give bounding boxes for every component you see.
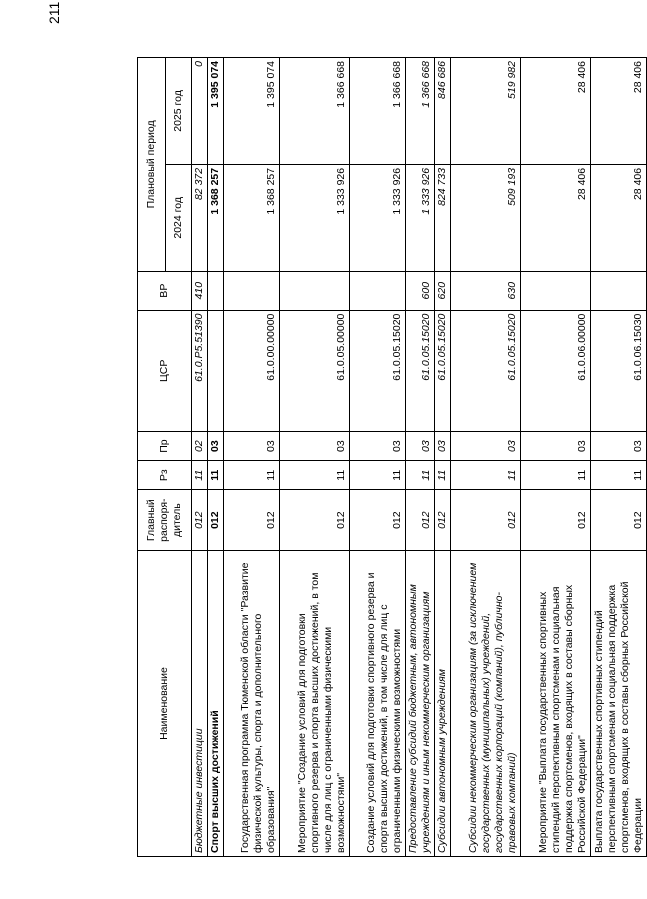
- cell-name: Предоставление субсидий бюджетным, автономным учреждениям и иным некоммерческим организациям: [406, 551, 435, 857]
- cell-chief: 012: [280, 490, 350, 551]
- cell-rz: 11: [280, 461, 350, 490]
- cell-rz: 11: [350, 461, 406, 490]
- header-vr: ВР: [138, 271, 192, 310]
- cell-csr: 61.0.00.00000: [224, 310, 280, 431]
- cell-chief: 012: [521, 490, 591, 551]
- cell-name: Мероприятие "Создание условий для подготовки спортивного резерва и спорта высших достижений, в том числе для лиц с ограниченными физическими возможностями": [280, 551, 350, 857]
- page-number: 211: [46, 1, 62, 24]
- cell-pr: 03: [521, 432, 591, 461]
- cell-chief: 012: [591, 490, 647, 551]
- cell-csr: 61.0.05.15020: [435, 310, 451, 431]
- cell-name: Выплата государственных спортивных стипендий перспективным спортсменам и социальная поддержка спортсменов, входящих в составы сборных Российской Федерации: [591, 551, 647, 857]
- cell-name: Государственная программа Тюменской области "Развитие физической культуры, спорта и дополнительного образования": [224, 551, 280, 857]
- cell-rz: 11: [451, 461, 521, 490]
- cell-2025: 1 395 074: [208, 58, 224, 165]
- cell-csr: 61.0.05.00000: [280, 310, 350, 431]
- cell-pr: 03: [435, 432, 451, 461]
- cell-rz: 11: [435, 461, 451, 490]
- cell-pr: 03: [451, 432, 521, 461]
- cell-name: Мероприятие "Выплата государственных спортивных стипендий перспективным спортсменам и социальная поддержка спортсменов, входящих в составы сборных Российской Федерации": [521, 551, 591, 857]
- table-row: [224, 58, 280, 857]
- table-row: [280, 58, 350, 857]
- table-row: [350, 58, 406, 857]
- cell-2025: 519 982: [451, 58, 521, 165]
- table-row: [521, 58, 591, 857]
- table-row: [451, 58, 521, 857]
- cell-2024: 28 406: [521, 164, 591, 271]
- cell-pr: 03: [591, 432, 647, 461]
- cell-name: Спорт высших достижений: [208, 551, 224, 857]
- cell-chief: 012: [451, 490, 521, 551]
- cell-2025: 1 395 074: [224, 58, 280, 165]
- cell-csr: 61.0.P5.51390: [192, 310, 208, 431]
- cell-rz: 11: [192, 461, 208, 490]
- cell-vr: [224, 271, 280, 310]
- header-year-2025: 2025 год: [166, 58, 192, 165]
- table-row: [192, 58, 208, 857]
- cell-2025: 28 406: [521, 58, 591, 165]
- cell-vr: [208, 271, 224, 310]
- cell-vr: 410: [192, 271, 208, 310]
- cell-csr: 61.0.06.15030: [591, 310, 647, 431]
- cell-rz: 11: [521, 461, 591, 490]
- cell-2024: 1 368 257: [208, 164, 224, 271]
- header-csr: ЦСР: [138, 310, 192, 431]
- cell-csr: 61.0.06.00000: [521, 310, 591, 431]
- table-row: [406, 58, 435, 857]
- header-planned-period: Плановый период: [138, 58, 166, 272]
- cell-chief: 012: [208, 490, 224, 551]
- cell-name: Создание условий для подготовки спортивного резерва и спорта высших достижений, в том числе для лиц с ограниченными физическими возможностями: [350, 551, 406, 857]
- table-row: [208, 58, 224, 857]
- cell-2024: 28 406: [591, 164, 647, 271]
- header-pr: Пр: [138, 432, 192, 461]
- budget-table: [137, 57, 647, 857]
- cell-2024: 1 333 926: [280, 164, 350, 271]
- cell-csr: 61.0.05.15020: [451, 310, 521, 431]
- cell-2024: 1 333 926: [350, 164, 406, 271]
- cell-2024: 509 193: [451, 164, 521, 271]
- cell-2025: 1 366 668: [280, 58, 350, 165]
- cell-csr: [208, 310, 224, 431]
- cell-2025: 0: [192, 58, 208, 165]
- cell-rz: 11: [224, 461, 280, 490]
- cell-vr: [280, 271, 350, 310]
- cell-vr: [591, 271, 647, 310]
- cell-name: Бюджетные инвестиции: [192, 551, 208, 857]
- cell-rz: 11: [406, 461, 435, 490]
- header-chief: Главный распоря-дитель: [138, 490, 192, 551]
- cell-name: Субсидии некоммерческим организациям (за исключением государственных (муниципальных) учреждений, государственных корпораций (компаний), публично-правовых компаний): [451, 551, 521, 857]
- header-year-2024: 2024 год: [166, 164, 192, 271]
- table-row: [591, 58, 647, 857]
- cell-chief: 012: [350, 490, 406, 551]
- cell-csr: 61.0.05.15020: [406, 310, 435, 431]
- cell-pr: 02: [192, 432, 208, 461]
- table-row: [435, 58, 451, 857]
- cell-chief: 012: [192, 490, 208, 551]
- cell-pr: 03: [224, 432, 280, 461]
- cell-2024: 82 372: [192, 164, 208, 271]
- cell-chief: 012: [435, 490, 451, 551]
- cell-csr: 61.0.05.15020: [350, 310, 406, 431]
- cell-2024: 1 368 257: [224, 164, 280, 271]
- header-rz: Рз: [138, 461, 192, 490]
- cell-2024: 1 333 926: [406, 164, 435, 271]
- cell-rz: 11: [591, 461, 647, 490]
- cell-pr: 03: [280, 432, 350, 461]
- cell-pr: 03: [208, 432, 224, 461]
- cell-vr: [350, 271, 406, 310]
- cell-vr: 630: [451, 271, 521, 310]
- cell-chief: 012: [224, 490, 280, 551]
- cell-rz: 11: [208, 461, 224, 490]
- rotated-table-wrapper: [137, 57, 645, 857]
- cell-vr: [521, 271, 591, 310]
- cell-pr: 03: [406, 432, 435, 461]
- cell-2025: 846 686: [435, 58, 451, 165]
- cell-2025: 1 366 668: [350, 58, 406, 165]
- cell-vr: 600: [406, 271, 435, 310]
- cell-2025: 28 406: [591, 58, 647, 165]
- cell-chief: 012: [406, 490, 435, 551]
- header-name: Наименование: [138, 551, 192, 857]
- cell-2025: 1 366 668: [406, 58, 435, 165]
- cell-pr: 03: [350, 432, 406, 461]
- cell-vr: 620: [435, 271, 451, 310]
- cell-name: Субсидии автономным учреждениям: [435, 551, 451, 857]
- cell-2024: 824 733: [435, 164, 451, 271]
